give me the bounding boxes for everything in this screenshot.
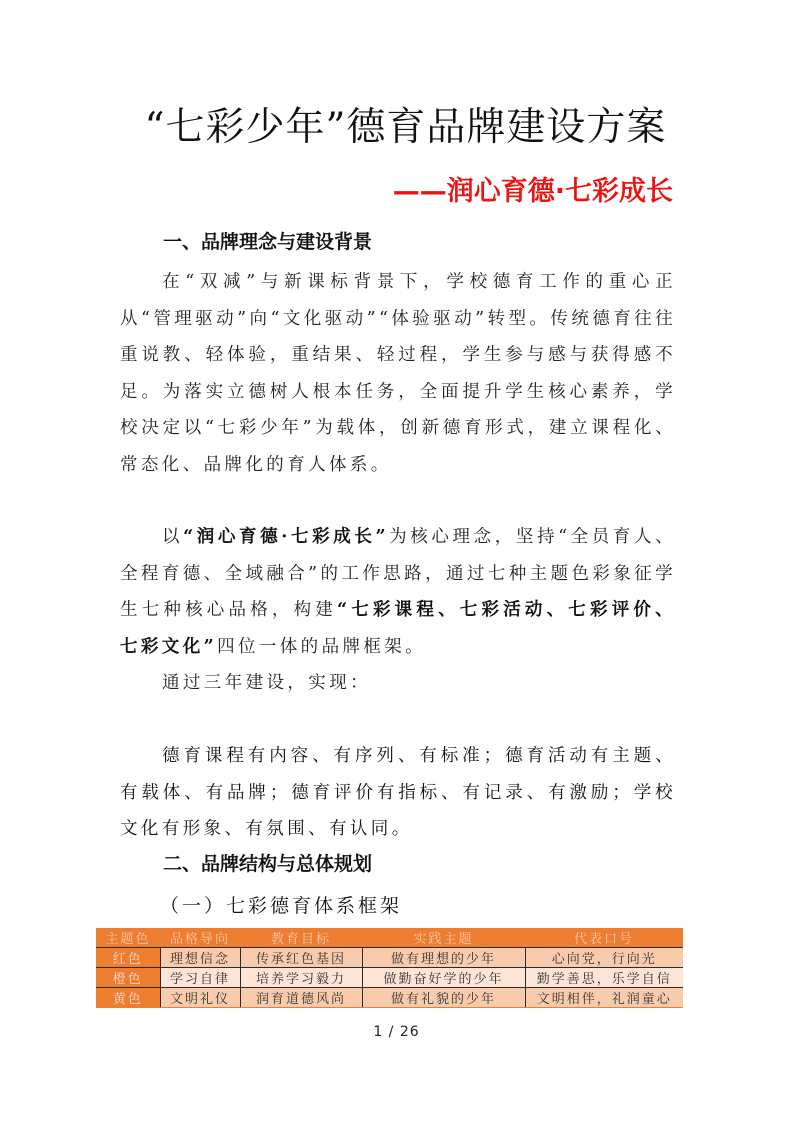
subsection-heading: （一）七彩德育体系框架 <box>160 895 403 917</box>
table-row <box>96 988 683 1008</box>
document-title: “七彩少年”德育品牌建设方案 <box>144 105 667 150</box>
text-run: 为核心理念，坚持“全员育人、全程育德、全域融合”的工作思路，通过七种主题色彩象征学生七种核心品格，构建 <box>120 527 677 620</box>
column-header: 主题色 <box>96 928 160 948</box>
bold-framework: “七彩课程、七彩活动、七彩评价、七彩文化” <box>120 600 676 657</box>
paragraph-three-years: 通过三年建设，实现： <box>162 673 371 693</box>
table-cell: 传承红色基因 <box>240 948 362 968</box>
table-cell: 橙色 <box>96 968 160 988</box>
paragraph-core-concept <box>120 519 676 665</box>
table-cell: 做有礼貌的少年 <box>362 988 525 1008</box>
table-header-row <box>96 928 683 948</box>
column-header: 教育目标 <box>240 928 362 948</box>
section-heading-1: 一、品牌理念与建设背景 <box>163 231 373 253</box>
table-cell: 润育道德风尚 <box>240 988 362 1008</box>
table-cell: 文明礼仪 <box>160 988 240 1008</box>
table-cell: 心向党，行向光 <box>525 948 683 968</box>
table-cell: 文明相伴，礼润童心 <box>525 988 683 1008</box>
text-run: 以 <box>162 527 184 547</box>
column-header: 实践主题 <box>362 928 525 948</box>
text-run: 四位一体的品牌框架。 <box>217 636 427 657</box>
table-cell: 勤学善思，乐学自信 <box>525 968 683 988</box>
table-row <box>96 948 683 968</box>
page-indicator: 1 / 26 <box>373 1024 420 1040</box>
table-cell: 红色 <box>96 948 160 968</box>
table-cell: 做有理想的少年 <box>362 948 525 968</box>
table-cell: 培养学习毅力 <box>240 968 362 988</box>
table-cell: 学习自律 <box>160 968 240 988</box>
column-header: 代表口号 <box>525 928 683 948</box>
table-cell: 黄色 <box>96 988 160 1008</box>
paragraph-goals: 德育课程有内容、有序列、有标准；德育活动有主题、有载体、有品牌；德育评价有指标、有记录、有激励；学校文化有形象、有氛围、有认同。 <box>120 746 676 839</box>
table-cell: 理想信念 <box>160 948 240 968</box>
seven-color-framework-table <box>96 928 683 1008</box>
bold-concept: “润心育德·七彩成长” <box>183 527 389 547</box>
section-heading-2: 二、品牌结构与总体规划 <box>163 853 373 875</box>
document-subtitle: ——润心育德·七彩成长 <box>392 176 673 207</box>
table-cell: 做勤奋好学的少年 <box>362 968 525 988</box>
paragraph-background: 在“双减”与新课标背景下，学校德育工作的重心正从“管理驱动”向“文化驱动”“体验驱动”转型。传统德育往往重说教、轻体验，重结果、轻过程，学生参与感与获得感不足。为落实立德树人根本任务，全面提升学生核心素养，学校决定以“七彩少年”为载体，创新德育形式，建立课程化、常态化、品牌化的育人体系。 <box>120 272 676 475</box>
table-row <box>96 968 683 988</box>
column-header: 品格导向 <box>160 928 240 948</box>
